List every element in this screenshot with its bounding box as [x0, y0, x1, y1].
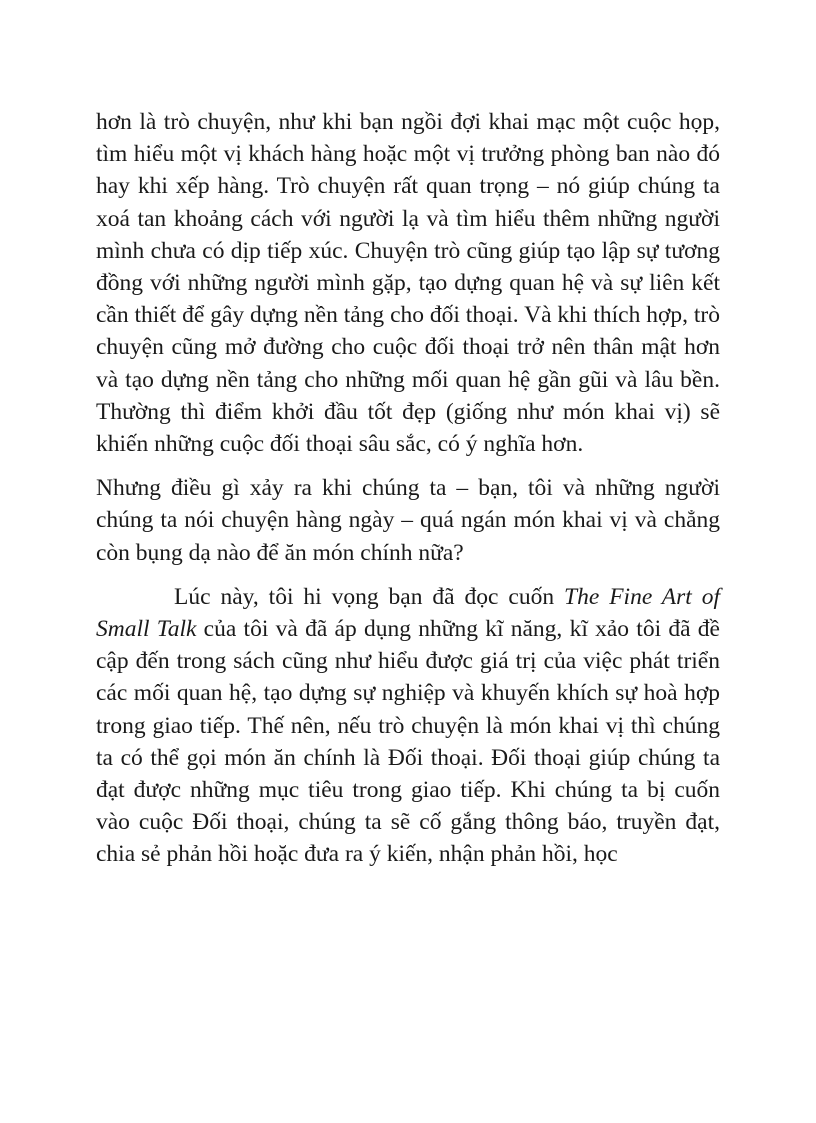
paragraph-small-talk-importance: hơn là trò chuyện, như khi bạn ngồi đợi khai mạc một cuộc họp, tìm hiểu một vị khách hàng hoặc một vị trưởng phòng ban nào đó hay khi xếp hàng. Trò chuyện rất quan trọng – nó giúp chúng ta xoá tan khoảng cách với người lạ và tìm hiểu thêm những người mình chưa có dịp tiếp xúc. Chuyện trò cũng giúp tạo lập sự tương đồng với những người mình gặp, tạo dựng quan hệ và sự liên kết cần thiết để gây dựng nền tảng cho đối thoại. Và khi thích hợp, trò chuyện cũng mở đường cho cuộc đối thoại trở nên thân mật hơn và tạo dựng nền tảng cho những mối quan hệ gần gũi và lâu bền. Thường thì điểm khởi đầu tốt đẹp (giống như món khai vị) sẽ khiến những cuộc đối thoại sâu sắc, có ý nghĩa hơn. [96, 109, 720, 458]
page-body-text [96, 106, 720, 871]
paragraph-intro-text: Lúc này, tôi hi vọng bạn đã đọc cuốn [174, 583, 565, 610]
paragraph-continuation-text: của tôi và đã áp dụng những kĩ năng, kĩ xảo tôi đã đề cập đến trong sách cũng như hiểu được giá trị của việc phát triển các mối quan hệ, tạo dựng sự nghiệp và khuyến khích sự hoà hợp trong giao tiếp. Thế nên, nếu trò chuyện là món khai vị thì chúng ta có thể gọi món ăn chính là Đối thoại. Đối thoại giúp chúng ta đạt được những mục tiêu trong giao tiếp. Khi chúng ta bị cuốn vào cuộc Đối thoại, chúng ta sẽ cố gắng thông báo, truyền đạt, chia sẻ phản hồi hoặc đưa ra ý kiến, nhận phản hồi, học [96, 616, 720, 868]
paragraph-conversation-main-course [96, 581, 720, 871]
book-title: The Fine Art of Small Talk [96, 583, 721, 643]
paragraph-question: Nhưng điều gì xảy ra khi chúng ta – bạn, tôi và những người chúng ta nói chuyện hàng ngày – quá ngán món khai vị và chẳng còn bụng dạ nào để ăn món chính nữa? [96, 475, 720, 566]
